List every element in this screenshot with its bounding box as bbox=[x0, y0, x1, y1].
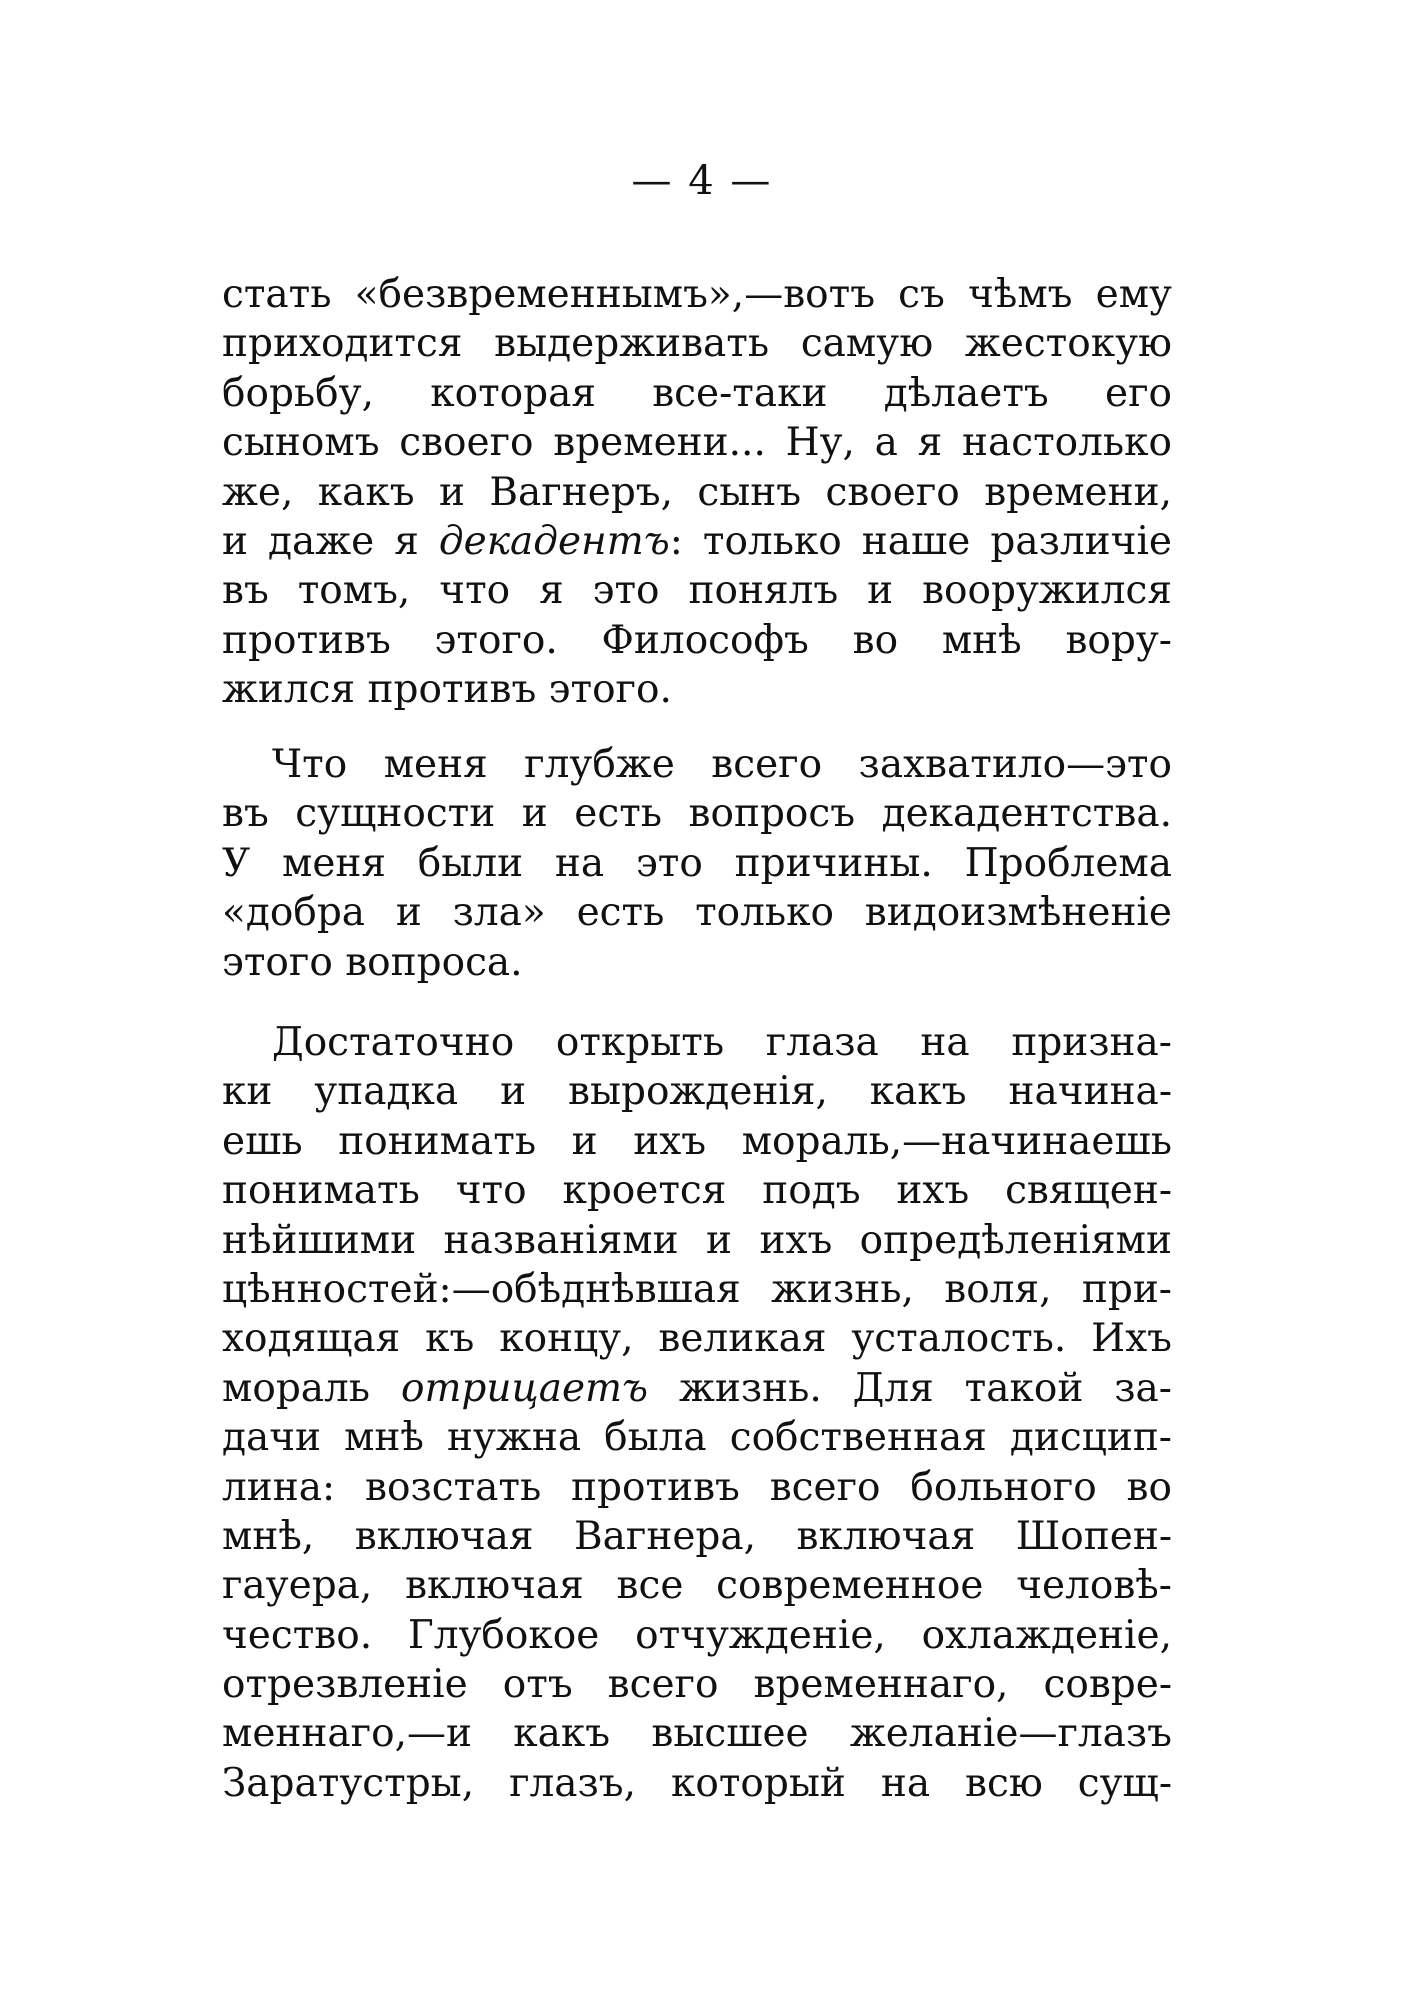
text-line: этого вопроса. bbox=[222, 939, 523, 985]
text-line: въ сущности и есть вопросъ декадентства. bbox=[222, 791, 1172, 837]
text-line: жился противъ этого. bbox=[222, 667, 672, 713]
text-line: цѣнностей:—обѣднѣвшая жизнь, воля, при- bbox=[222, 1266, 1172, 1312]
text-line: стать «безвременнымъ»,—вотъ съ чѣмъ ему bbox=[222, 272, 1172, 317]
text-line: сыномъ своего времени... Ну, а я настолько bbox=[222, 420, 1172, 466]
text-line: борьбу, которая все-таки дѣлаетъ его bbox=[222, 370, 1172, 416]
text-line: дачи мнѣ нужна была собственная дисцип- bbox=[222, 1415, 1172, 1461]
text-line: противъ этого. Философъ во мнѣ вору- bbox=[222, 617, 1172, 663]
text-line: Что меня глубже всего захватило—это bbox=[272, 742, 1172, 787]
text-line: «добра и зла» есть только видоизмѣненіе bbox=[222, 890, 1172, 936]
paragraph-1 bbox=[222, 270, 1172, 715]
text-line: мнѣ, включая Вагнера, включая Шопен- bbox=[222, 1513, 1172, 1559]
italic-word: декадентъ bbox=[438, 518, 670, 564]
text-line: ходящая къ концу, великая усталость. Ихъ bbox=[222, 1316, 1172, 1362]
text-line: понимать что кроется подъ ихъ священ- bbox=[222, 1168, 1172, 1214]
page-number: — 4 — bbox=[631, 158, 773, 204]
text-line: меннаго,—и какъ высшее желаніе—глазъ bbox=[222, 1711, 1172, 1757]
text-line: приходится выдерживать самую жестокую bbox=[222, 321, 1172, 367]
text-line: ешь понимать и ихъ мораль,—начинаешь bbox=[222, 1118, 1172, 1164]
text-line: ки упадка и вырожденія, какъ начина- bbox=[222, 1069, 1172, 1115]
text-line: У меня были на это причины. Проблема bbox=[222, 840, 1172, 886]
paragraph-3 bbox=[222, 1018, 1172, 1808]
text-line: въ томъ, что я это понялъ и вооружился bbox=[222, 568, 1172, 614]
text-line: мораль отрицаетъ жизнь. Для такой за- bbox=[222, 1365, 1172, 1411]
text-line: чество. Глубокое отчужденіе, охлажденіе, bbox=[222, 1612, 1172, 1658]
text-line: нѣйшими названіями и ихъ опредѣленіями bbox=[222, 1217, 1172, 1263]
italic-word: отрицаетъ bbox=[400, 1365, 649, 1411]
text-line: Достаточно открыть глаза на призна- bbox=[272, 1020, 1172, 1065]
paragraph-2 bbox=[222, 740, 1172, 987]
text-line: Заратустры, глазъ, который на всю сущ- bbox=[222, 1760, 1172, 1806]
text-line: и даже я декадентъ: только наше различіе bbox=[222, 518, 1172, 564]
text-line: же, какъ и Вагнеръ, сынъ своего времени, bbox=[222, 469, 1172, 515]
text-line: лина: возстать противъ всего больного во bbox=[222, 1464, 1172, 1510]
text-line: гауера, включая все современное человѣ- bbox=[222, 1563, 1172, 1609]
text-line: отрезвленіе отъ всего временнаго, совре- bbox=[222, 1662, 1172, 1708]
